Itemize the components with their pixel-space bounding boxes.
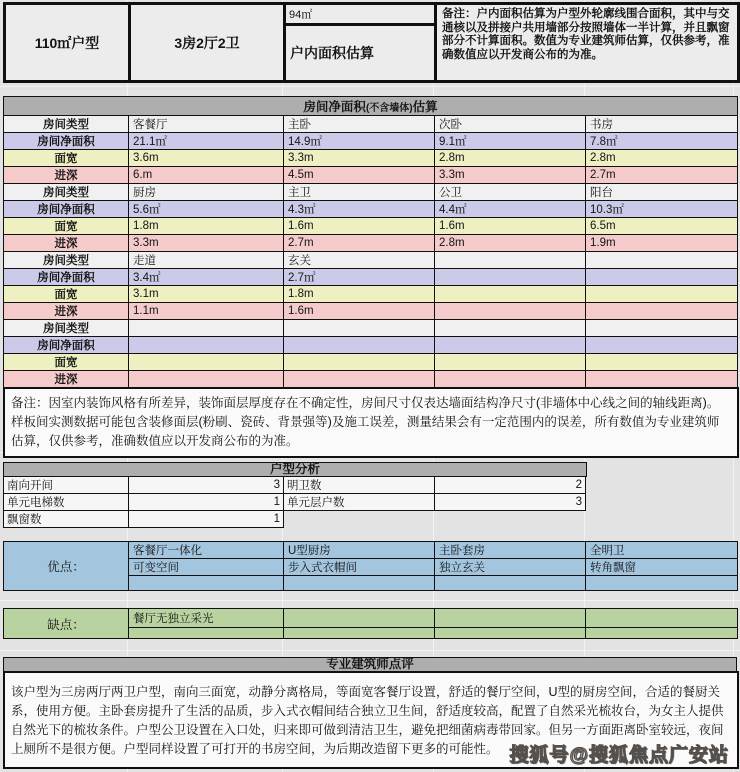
cell: 书房 bbox=[586, 116, 738, 133]
unit-area-cell: 110㎡户型 bbox=[5, 4, 130, 82]
cell bbox=[435, 354, 586, 371]
cell: 厨房 bbox=[129, 184, 284, 201]
cell: 3.3m bbox=[435, 167, 586, 184]
analysis-value: 1 bbox=[129, 494, 284, 511]
cell: 6.5m bbox=[586, 218, 738, 235]
pros-cell bbox=[129, 576, 284, 591]
unit-analysis-section bbox=[3, 462, 587, 528]
pros-cell: 独立玄关 bbox=[435, 559, 586, 576]
analysis-label: 飘窗数 bbox=[4, 511, 129, 528]
row-label: 房间类型 bbox=[4, 116, 129, 133]
cell: 阳台 bbox=[586, 184, 738, 201]
cell bbox=[435, 320, 586, 337]
pros-cell bbox=[284, 576, 435, 591]
cell: 1.8m bbox=[129, 218, 284, 235]
cell bbox=[435, 252, 586, 269]
cell bbox=[284, 337, 435, 354]
cell: 3.1m bbox=[129, 286, 284, 303]
cons-cell bbox=[284, 609, 435, 628]
cell: 走道 bbox=[129, 252, 284, 269]
cell bbox=[586, 320, 738, 337]
cell: 2.7m bbox=[284, 235, 435, 252]
cell: 7.8㎡ bbox=[586, 133, 738, 150]
cell: 2.8m bbox=[435, 235, 586, 252]
cell: 1.6m bbox=[284, 303, 435, 320]
cell bbox=[129, 354, 284, 371]
analysis-label: 单元层户数 bbox=[284, 494, 435, 511]
cell: 2.7m bbox=[586, 167, 738, 184]
cons-cell bbox=[435, 628, 586, 639]
cell bbox=[284, 354, 435, 371]
row-label: 房间类型 bbox=[4, 320, 129, 337]
cell bbox=[586, 269, 738, 286]
cell bbox=[435, 303, 586, 320]
row-label: 房间净面积 bbox=[4, 269, 129, 286]
cell bbox=[586, 252, 738, 269]
row-label: 面宽 bbox=[4, 150, 129, 167]
pros-cell: 转角飘窗 bbox=[586, 559, 738, 576]
analysis-value: 1 bbox=[129, 511, 284, 528]
cell bbox=[129, 337, 284, 354]
cell: 3.3m bbox=[129, 235, 284, 252]
row-label: 进深 bbox=[4, 167, 129, 184]
cell bbox=[586, 286, 738, 303]
pros-table bbox=[3, 541, 738, 591]
cell bbox=[586, 354, 738, 371]
analysis-label: 单元电梯数 bbox=[4, 494, 129, 511]
row-label: 房间类型 bbox=[4, 252, 129, 269]
cell: 1.1m bbox=[129, 303, 284, 320]
row-label: 房间净面积 bbox=[4, 337, 129, 354]
cell: 3.6m bbox=[129, 150, 284, 167]
pros-cell: U型厨房 bbox=[284, 542, 435, 559]
cell: 4.3㎡ bbox=[284, 201, 435, 218]
analysis-value: 3 bbox=[129, 477, 284, 494]
analysis-title: 户型分析 bbox=[3, 462, 587, 477]
unit-layout-cell: 3房2厅2卫 bbox=[130, 4, 285, 82]
cell: 次卧 bbox=[435, 116, 586, 133]
analysis-table-row3 bbox=[3, 510, 284, 528]
cell: 10.3㎡ bbox=[586, 201, 738, 218]
cell: 主卧 bbox=[284, 116, 435, 133]
cell: 2.7㎡ bbox=[284, 269, 435, 286]
cell bbox=[586, 303, 738, 320]
cons-cell bbox=[586, 628, 738, 639]
cell: 公卫 bbox=[435, 184, 586, 201]
pros-label: 优点： bbox=[4, 542, 129, 591]
cons-cell bbox=[129, 628, 284, 639]
cons-table bbox=[3, 608, 738, 639]
cons-label: 缺点： bbox=[4, 609, 129, 639]
analysis-value: 2 bbox=[435, 477, 586, 494]
cell bbox=[129, 371, 284, 388]
cell: 3.3m bbox=[284, 150, 435, 167]
cell bbox=[284, 371, 435, 388]
inner-area-value: 94㎡ bbox=[285, 4, 436, 25]
cell: 9.1㎡ bbox=[435, 133, 586, 150]
cell: 1.6m bbox=[284, 218, 435, 235]
cons-cell bbox=[284, 628, 435, 639]
cell bbox=[586, 337, 738, 354]
analysis-value: 3 bbox=[435, 494, 586, 511]
analysis-label: 明卫数 bbox=[284, 477, 435, 494]
pros-cell: 可变空间 bbox=[129, 559, 284, 576]
cell: 1.6m bbox=[435, 218, 586, 235]
title-tail: 估算 bbox=[412, 100, 438, 114]
cell: 14.9㎡ bbox=[284, 133, 435, 150]
cell bbox=[586, 371, 738, 388]
cons-section bbox=[3, 608, 738, 639]
cell: 1.8m bbox=[284, 286, 435, 303]
row-label: 房间净面积 bbox=[4, 133, 129, 150]
header-note: 备注：户内面积估算为户型外轮廓线围合面积，其中与交通核以及拼接户共用墙部分按照墙体一半计算，并且飘窗部分不计算面积。数值为专业建筑师估算，仅供参考，准确数值应以开发商公布的为准。 bbox=[436, 4, 739, 82]
cons-cell: 餐厅无独立采光 bbox=[129, 609, 284, 628]
pros-cell bbox=[435, 576, 586, 591]
cell: 21.1㎡ bbox=[129, 133, 284, 150]
row-label: 房间类型 bbox=[4, 184, 129, 201]
pros-section bbox=[3, 541, 738, 591]
pros-cell: 全明卫 bbox=[586, 542, 738, 559]
pros-cell: 客餐厅一体化 bbox=[129, 542, 284, 559]
pros-cell: 步入式衣帽间 bbox=[284, 559, 435, 576]
row-label: 面宽 bbox=[4, 286, 129, 303]
review-title: 专业建筑师点评 bbox=[3, 657, 737, 672]
row-label: 进深 bbox=[4, 235, 129, 252]
measurement-note: 备注：因室内装饰风格有所差异，装饰面层厚度存在不确定性，房间尺寸仅表达墙面结构净尺寸(非墙体中心线之间的轴线距离)。样板间实测数据可能包含装修面层(粉刷、瓷砖、背景强等)及施工误差，测量结果会有一定范围内的误差，所有数值为专业建筑师估算，仅供参考，准确数值应以开发商公布的为准。 bbox=[3, 387, 739, 458]
cell bbox=[284, 320, 435, 337]
cons-cell bbox=[435, 609, 586, 628]
watermark: 搜狐号@搜狐焦点广安站 bbox=[509, 745, 729, 766]
room-area-section bbox=[3, 96, 739, 458]
cell: 主卫 bbox=[284, 184, 435, 201]
cell bbox=[435, 371, 586, 388]
cell: 4.4㎡ bbox=[435, 201, 586, 218]
cons-cell bbox=[586, 609, 738, 628]
cell bbox=[129, 320, 284, 337]
row-label: 面宽 bbox=[4, 354, 129, 371]
cell: 2.8m bbox=[586, 150, 738, 167]
row-label: 进深 bbox=[4, 371, 129, 388]
cell: 玄关 bbox=[284, 252, 435, 269]
title-small: (不含墙体) bbox=[365, 103, 413, 114]
area-table-title bbox=[4, 97, 738, 116]
cell: 2.8m bbox=[435, 150, 586, 167]
room-area-table bbox=[3, 96, 738, 388]
inner-area-label: 户内面积估算 bbox=[285, 25, 436, 82]
cell bbox=[435, 337, 586, 354]
row-label: 房间净面积 bbox=[4, 201, 129, 218]
analysis-label: 南向开间 bbox=[4, 477, 129, 494]
analysis-table bbox=[3, 476, 586, 511]
review-box bbox=[3, 671, 739, 769]
row-label: 进深 bbox=[4, 303, 129, 320]
cell: 5.6㎡ bbox=[129, 201, 284, 218]
pros-cell: 主卧套房 bbox=[435, 542, 586, 559]
cell bbox=[435, 286, 586, 303]
cell: 4.5m bbox=[284, 167, 435, 184]
cell bbox=[435, 269, 586, 286]
architect-review-section bbox=[3, 657, 739, 769]
unit-header-table bbox=[3, 2, 740, 83]
title-main: 房间净面积 bbox=[303, 100, 366, 114]
pros-cell bbox=[586, 576, 738, 591]
row-label: 面宽 bbox=[4, 218, 129, 235]
unit-header-block bbox=[3, 2, 740, 83]
cell: 1.9m bbox=[586, 235, 738, 252]
cell: 3.4㎡ bbox=[129, 269, 284, 286]
cell: 6.m bbox=[129, 167, 284, 184]
cell: 客餐厅 bbox=[129, 116, 284, 133]
review-text: 该户型为三房两厅两卫户型，南向三面宽，动静分离格局，等面宽客餐厅设置，舒适的餐厅空间，U型的厨房空间，合适的餐厨关系，使用方便。主卧套房提升了生活的品质，步入式衣帽间结合独立卫生间，舒适度较高，配置了自然采光梳妆台，为女主人提供自然光下的梳妆条件。户型公卫设置在入口处，归来即可做到清洁卫生，避免把细菌病毒带回家。但另一方面距离卧室较远，夜间上厕所不是很方便。户型同样设置了可打开的书房空间，为后期改造留下更多的可能性。 bbox=[11, 685, 724, 756]
